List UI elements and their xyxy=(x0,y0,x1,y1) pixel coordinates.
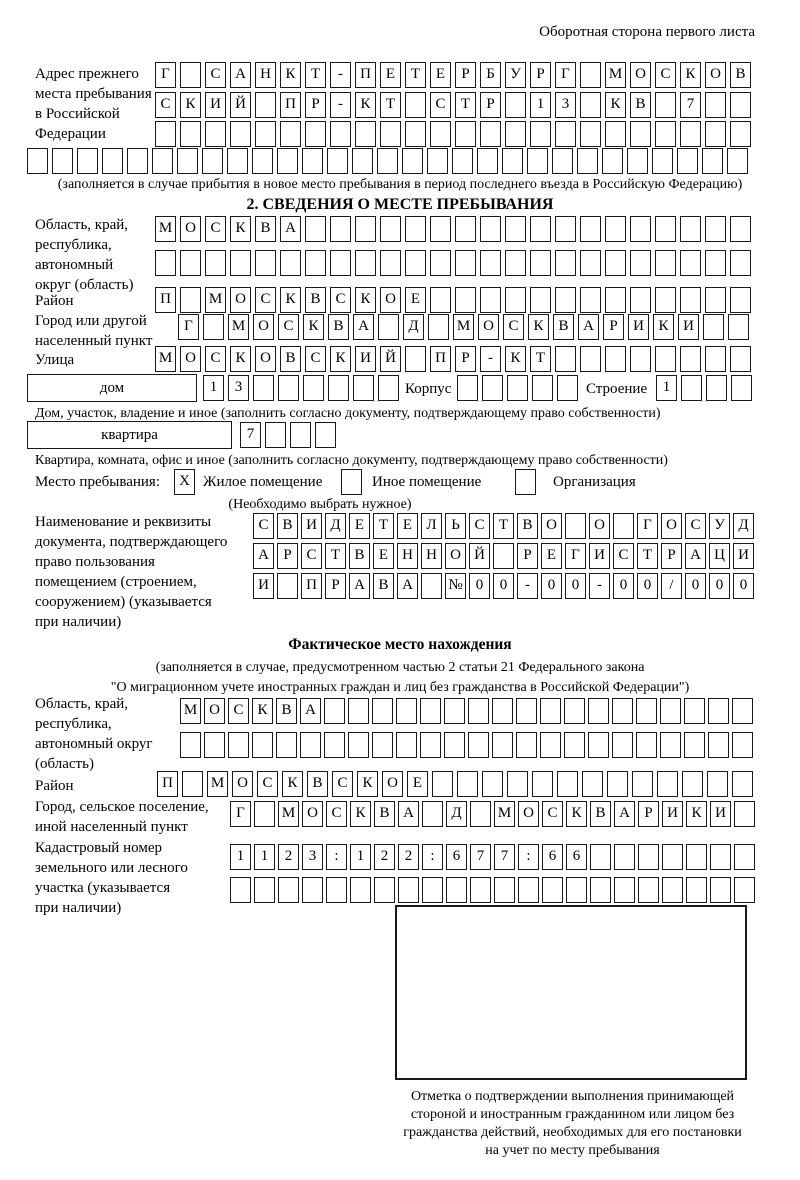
korpus-row[interactable] xyxy=(457,375,578,401)
house-note: Дом, участок, владение и иное (заполнить согласно документу, подтверждающему право собственности) xyxy=(35,406,661,421)
prev-address-row-3[interactable] xyxy=(155,121,751,147)
house-number-row[interactable]: 1 3 xyxy=(203,375,399,401)
actual-district-row[interactable]: П М О С К В С К О Е xyxy=(157,771,753,797)
document-row-3[interactable]: И П Р А В А № 0 0 - 0 0 - 0 0 / 0 0 0 xyxy=(253,573,754,599)
korpus-label: Корпус xyxy=(405,381,452,397)
residential-checkbox[interactable]: X xyxy=(174,469,195,495)
apartment-note: Квартира, комната, офис и иное (заполнить согласно документу, подтверждающему право собственности) xyxy=(35,453,668,468)
stay-type-label: Место пребывания: xyxy=(35,474,160,490)
stamp-note: Отметка о подтверждении выполнения принимающей стороной и иностранным гражданином или лицом без гражданства действий, необходимых для его постановки на учет по месту пребывания xyxy=(403,1089,742,1158)
region-row-2[interactable] xyxy=(155,250,751,276)
prev-address-note: (заполняется в случае прибытия в новое место пребывания в период последнего въезда в Российскую Федерацию) xyxy=(57,177,743,192)
prev-address-row-2[interactable]: С К И Й П Р - К Т С Т Р 1 3 К В 7 xyxy=(155,92,751,118)
district-label: Район xyxy=(35,293,74,309)
actual-city-row[interactable]: Г М О С К В А Д М О С К В А Р И К И xyxy=(230,801,755,827)
street-label: Улица xyxy=(35,352,75,368)
cadastral-row-2[interactable] xyxy=(230,877,755,903)
actual-region-label: Область, край, республика, автономный округ (область) xyxy=(35,696,153,772)
region-label: Область, край, республика, автономный округ (область) xyxy=(35,217,134,293)
city-label: Город или другой населенный пункт xyxy=(35,313,153,349)
actual-city-label: Город, сельское поселение, иной населенный пункт xyxy=(35,799,209,835)
actual-district-label: Район xyxy=(35,778,74,794)
cadastral-row-1[interactable]: 1 1 2 3 : 1 2 2 : 6 7 7 : 6 6 xyxy=(230,844,755,870)
document-label: Наименование и реквизиты документа, подтверждающего право пользования помещением (строением, сооружением) (указывается при наличии) xyxy=(35,514,228,630)
prev-address-row-overflow[interactable] xyxy=(27,148,748,174)
actual-region-row-1[interactable]: М О С К В А xyxy=(180,698,753,724)
document-row-1[interactable]: С В И Д Е Т Е Л Ь С Т В О О Г О С У Д xyxy=(253,513,754,539)
organization-checkbox[interactable] xyxy=(515,469,536,495)
actual-location-note: (заполняется в случае, предусмотренном частью 2 статьи 21 Федерального закона "О миграционном учете иностранных граждан и лиц без гражданства в Российской Федерации") xyxy=(110,660,690,695)
street-row[interactable]: М О С К О В С К И Й П Р - К Т xyxy=(155,346,751,372)
organization-label: Организация xyxy=(553,474,636,490)
apartment-number-row[interactable]: 7 xyxy=(240,422,336,448)
other-premises-label: Иное помещение xyxy=(372,474,482,490)
residential-label: Жилое помещение xyxy=(203,474,323,490)
apartment-label-box: квартира xyxy=(27,421,232,449)
city-row[interactable]: Г М О С К В А Д М О С К В А Р И К И xyxy=(178,314,749,340)
region-row-1[interactable]: М О С К В А xyxy=(155,216,751,242)
document-row-2[interactable]: А Р С Т В Е Н Н О Й Р Е Г И С Т Р А Ц И xyxy=(253,543,754,569)
page-side-note: Оборотная сторона первого листа xyxy=(539,24,755,40)
actual-region-row-2[interactable] xyxy=(180,732,753,758)
house-label-box: дом xyxy=(27,374,197,402)
prev-address-label: Адрес прежнего места пребывания в Российской Федерации xyxy=(35,66,152,142)
actual-location-title: Фактическое место нахождения xyxy=(288,636,512,653)
prev-address-row-1[interactable]: Г С А Н К Т - П Е Т Е Р Б У Р Г М О С К О В xyxy=(155,62,751,88)
section2-title: 2. СВЕДЕНИЯ О МЕСТЕ ПРЕБЫВАНИЯ xyxy=(246,196,554,213)
stroenie-row[interactable]: 1 xyxy=(656,375,752,401)
stroenie-label: Строение xyxy=(586,381,648,397)
confirmation-stamp-area xyxy=(395,905,747,1080)
other-premises-checkbox[interactable] xyxy=(341,469,362,495)
cadastral-label: Кадастровый номер земельного или лесного участка (указывается при наличии) xyxy=(35,840,188,916)
district-row[interactable]: П М О С К В С К О Е xyxy=(155,287,751,313)
choose-note: (Необходимо выбрать нужное) xyxy=(228,497,412,512)
